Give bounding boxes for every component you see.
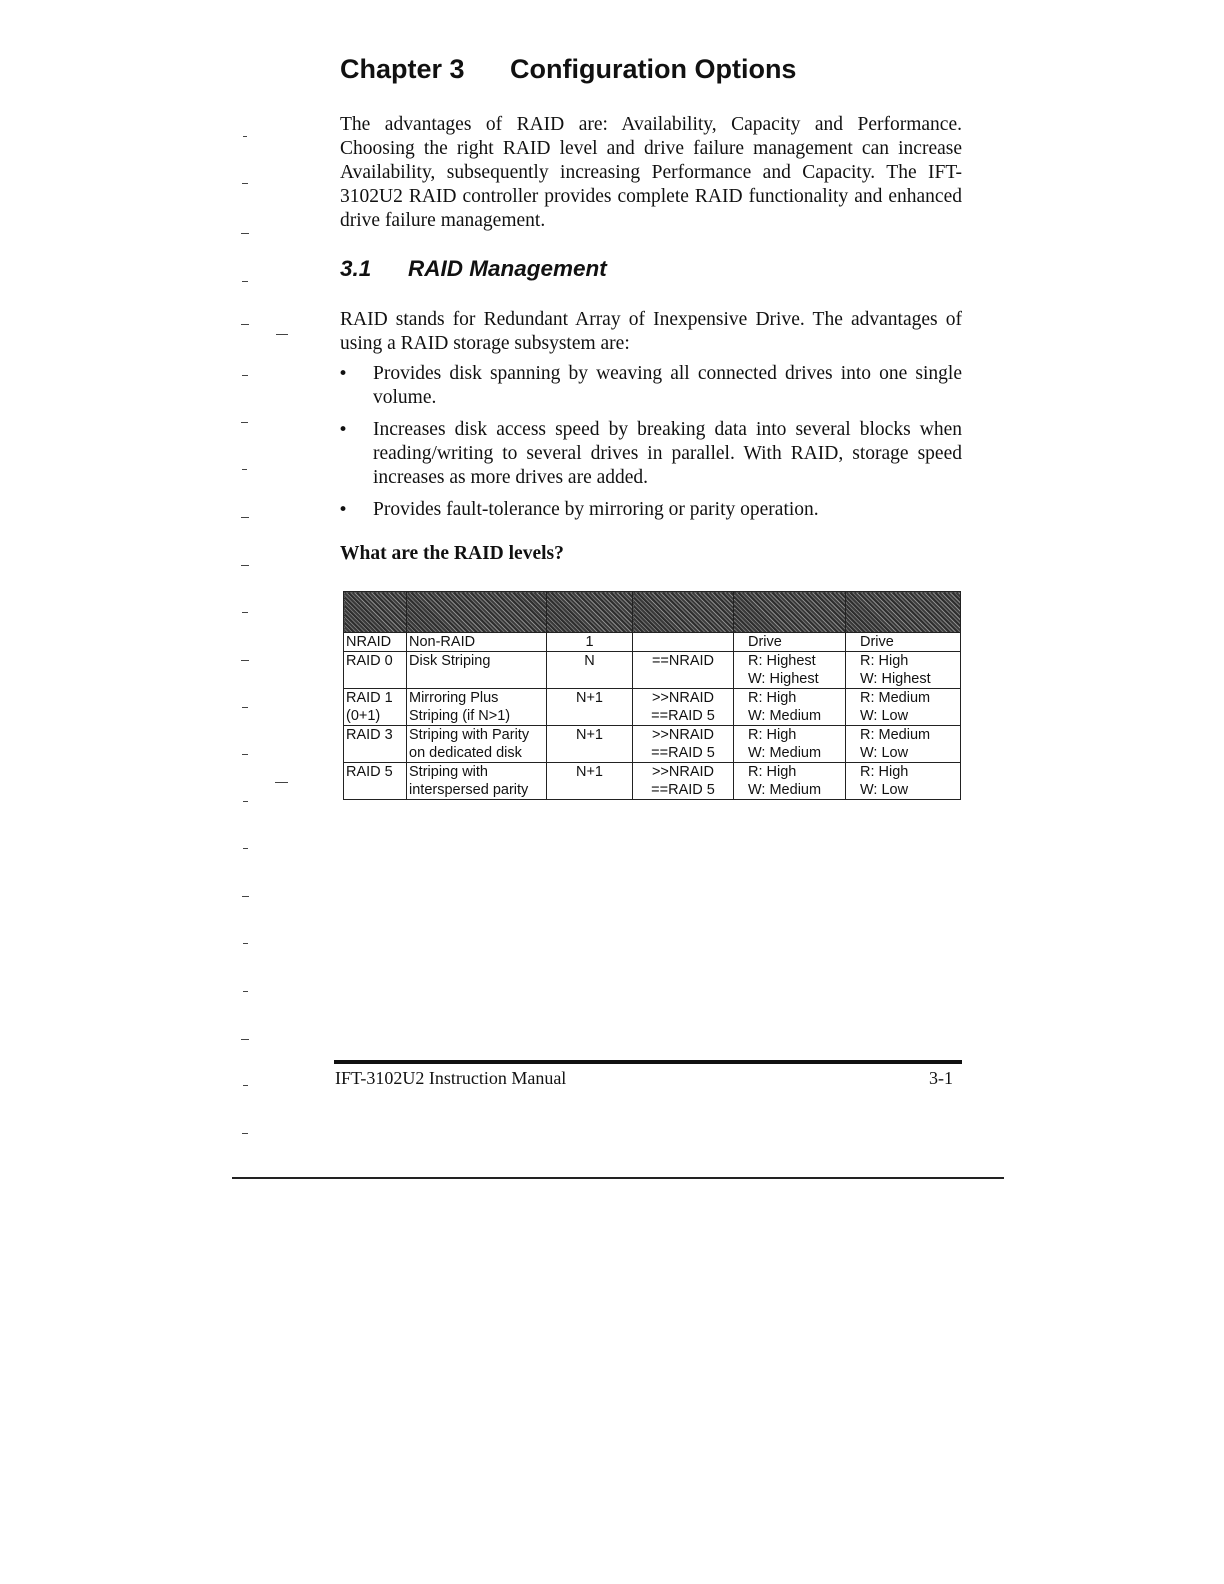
min-drives-cell: N+1 [547,689,633,726]
level-cell: RAID 0 [344,652,407,689]
section-heading [340,256,607,282]
header-cell [633,592,734,633]
performance-cell: R: High W: Medium [734,763,846,800]
performance-cell: R: Highest W: Highest [734,652,846,689]
performance-cell: R: High W: Medium [734,726,846,763]
chapter-title [340,54,796,85]
table-row [344,689,961,726]
scan-mark [241,233,249,234]
header-cell [547,592,633,633]
footer-rule [334,1060,962,1064]
capacity-cell: >>NRAID ==RAID 5 [633,763,734,800]
header-cell [407,592,547,633]
table-header-row [344,592,961,633]
bullet-icon: • [338,364,349,384]
level-cell: RAID 1 (0+1) [344,689,407,726]
scan-mark [242,612,248,613]
chapter-name: Configuration Options [510,54,797,84]
bullet-icon: • [338,500,349,520]
availability-cell: R: High W: Highest [846,652,961,689]
bullet-icon: • [338,420,349,440]
scan-mark [242,281,248,282]
min-drives-cell: N+1 [547,726,633,763]
header-cell [734,592,846,633]
scan-mark [242,375,248,376]
chapter-number: Chapter 3 [340,54,465,84]
page-number: 3-1 [929,1068,953,1088]
scan-mark [243,991,248,992]
scan-mark [275,782,288,783]
scan-mark [243,848,248,849]
description-cell: Striping with interspersed parity [407,763,547,800]
list-item [336,418,962,490]
capacity-cell [633,633,734,652]
scan-mark [241,324,249,325]
list-item [336,498,962,522]
list-item-text: Increases disk access speed by breaking data into several blocks when reading/writing to several drives in parallel. With RAID, storage speed increases as more drives are added. [373,419,962,488]
scan-mark [243,943,248,944]
section-paragraph: RAID stands for Redundant Array of Inexpensive Drive. The advantages of using a RAID storage subsystem are: [340,309,962,354]
section-number: 3.1 [340,256,372,281]
scan-mark [243,136,247,137]
availability-cell: R: Medium W: Low [846,689,961,726]
page-edge-divider [232,1177,1004,1179]
description-cell: Disk Striping [407,652,547,689]
footer-manual-title: IFT-3102U2 Instruction Manual [335,1068,567,1088]
scan-mark [241,565,249,566]
level-cell: NRAID [344,633,407,652]
scan-mark [243,1085,248,1086]
description-cell: Striping with Parity on dedicated disk [407,726,547,763]
scan-mark [276,334,288,335]
availability-cell: R: Medium W: Low [846,726,961,763]
intro-paragraph: The advantages of RAID are: Availability, Capacity and Performance. Choosing the right RAID level and drive failure management can increase Availability, subsequently increasing Performance and Capacity. The IFT-3102U2 RAID controller provides complete RAID functionality and enhanced drive failure management. [340,114,962,231]
description-cell: Mirroring Plus Striping (if N>1) [407,689,547,726]
capacity-cell: >>NRAID ==RAID 5 [633,689,734,726]
level-cell: RAID 3 [344,726,407,763]
list-item-text: Provides disk spanning by weaving all connected drives into one single volume. [373,363,962,408]
header-cell [344,592,407,633]
list-item-text: Provides fault-tolerance by mirroring or parity operation. [373,499,819,520]
table-row [344,763,961,800]
scan-mark [241,660,249,661]
scan-mark [242,754,248,755]
scan-mark [242,1133,248,1134]
scan-mark [241,422,248,423]
min-drives-cell: 1 [547,633,633,652]
table-heading: What are the RAID levels? [340,543,564,564]
availability-cell: R: High W: Low [846,763,961,800]
description-cell: Non-RAID [407,633,547,652]
table-row [344,652,961,689]
scan-mark [242,896,249,897]
min-drives-cell: N+1 [547,763,633,800]
performance-cell: R: High W: Medium [734,689,846,726]
header-cell [846,592,961,633]
scan-mark [241,517,249,518]
performance-cell: Drive [734,633,846,652]
table-row [344,633,961,652]
raid-levels-table [343,591,961,800]
scan-mark [243,801,248,802]
scan-mark [242,469,247,470]
availability-cell: Drive [846,633,961,652]
table-row [344,726,961,763]
scan-mark [241,1039,249,1040]
list-item [336,362,962,410]
scan-mark [242,707,248,708]
scan-mark [242,183,248,184]
min-drives-cell: N [547,652,633,689]
capacity-cell: ==NRAID [633,652,734,689]
advantages-list [336,362,962,530]
capacity-cell: >>NRAID ==RAID 5 [633,726,734,763]
section-name: RAID Management [408,256,607,281]
level-cell: RAID 5 [344,763,407,800]
